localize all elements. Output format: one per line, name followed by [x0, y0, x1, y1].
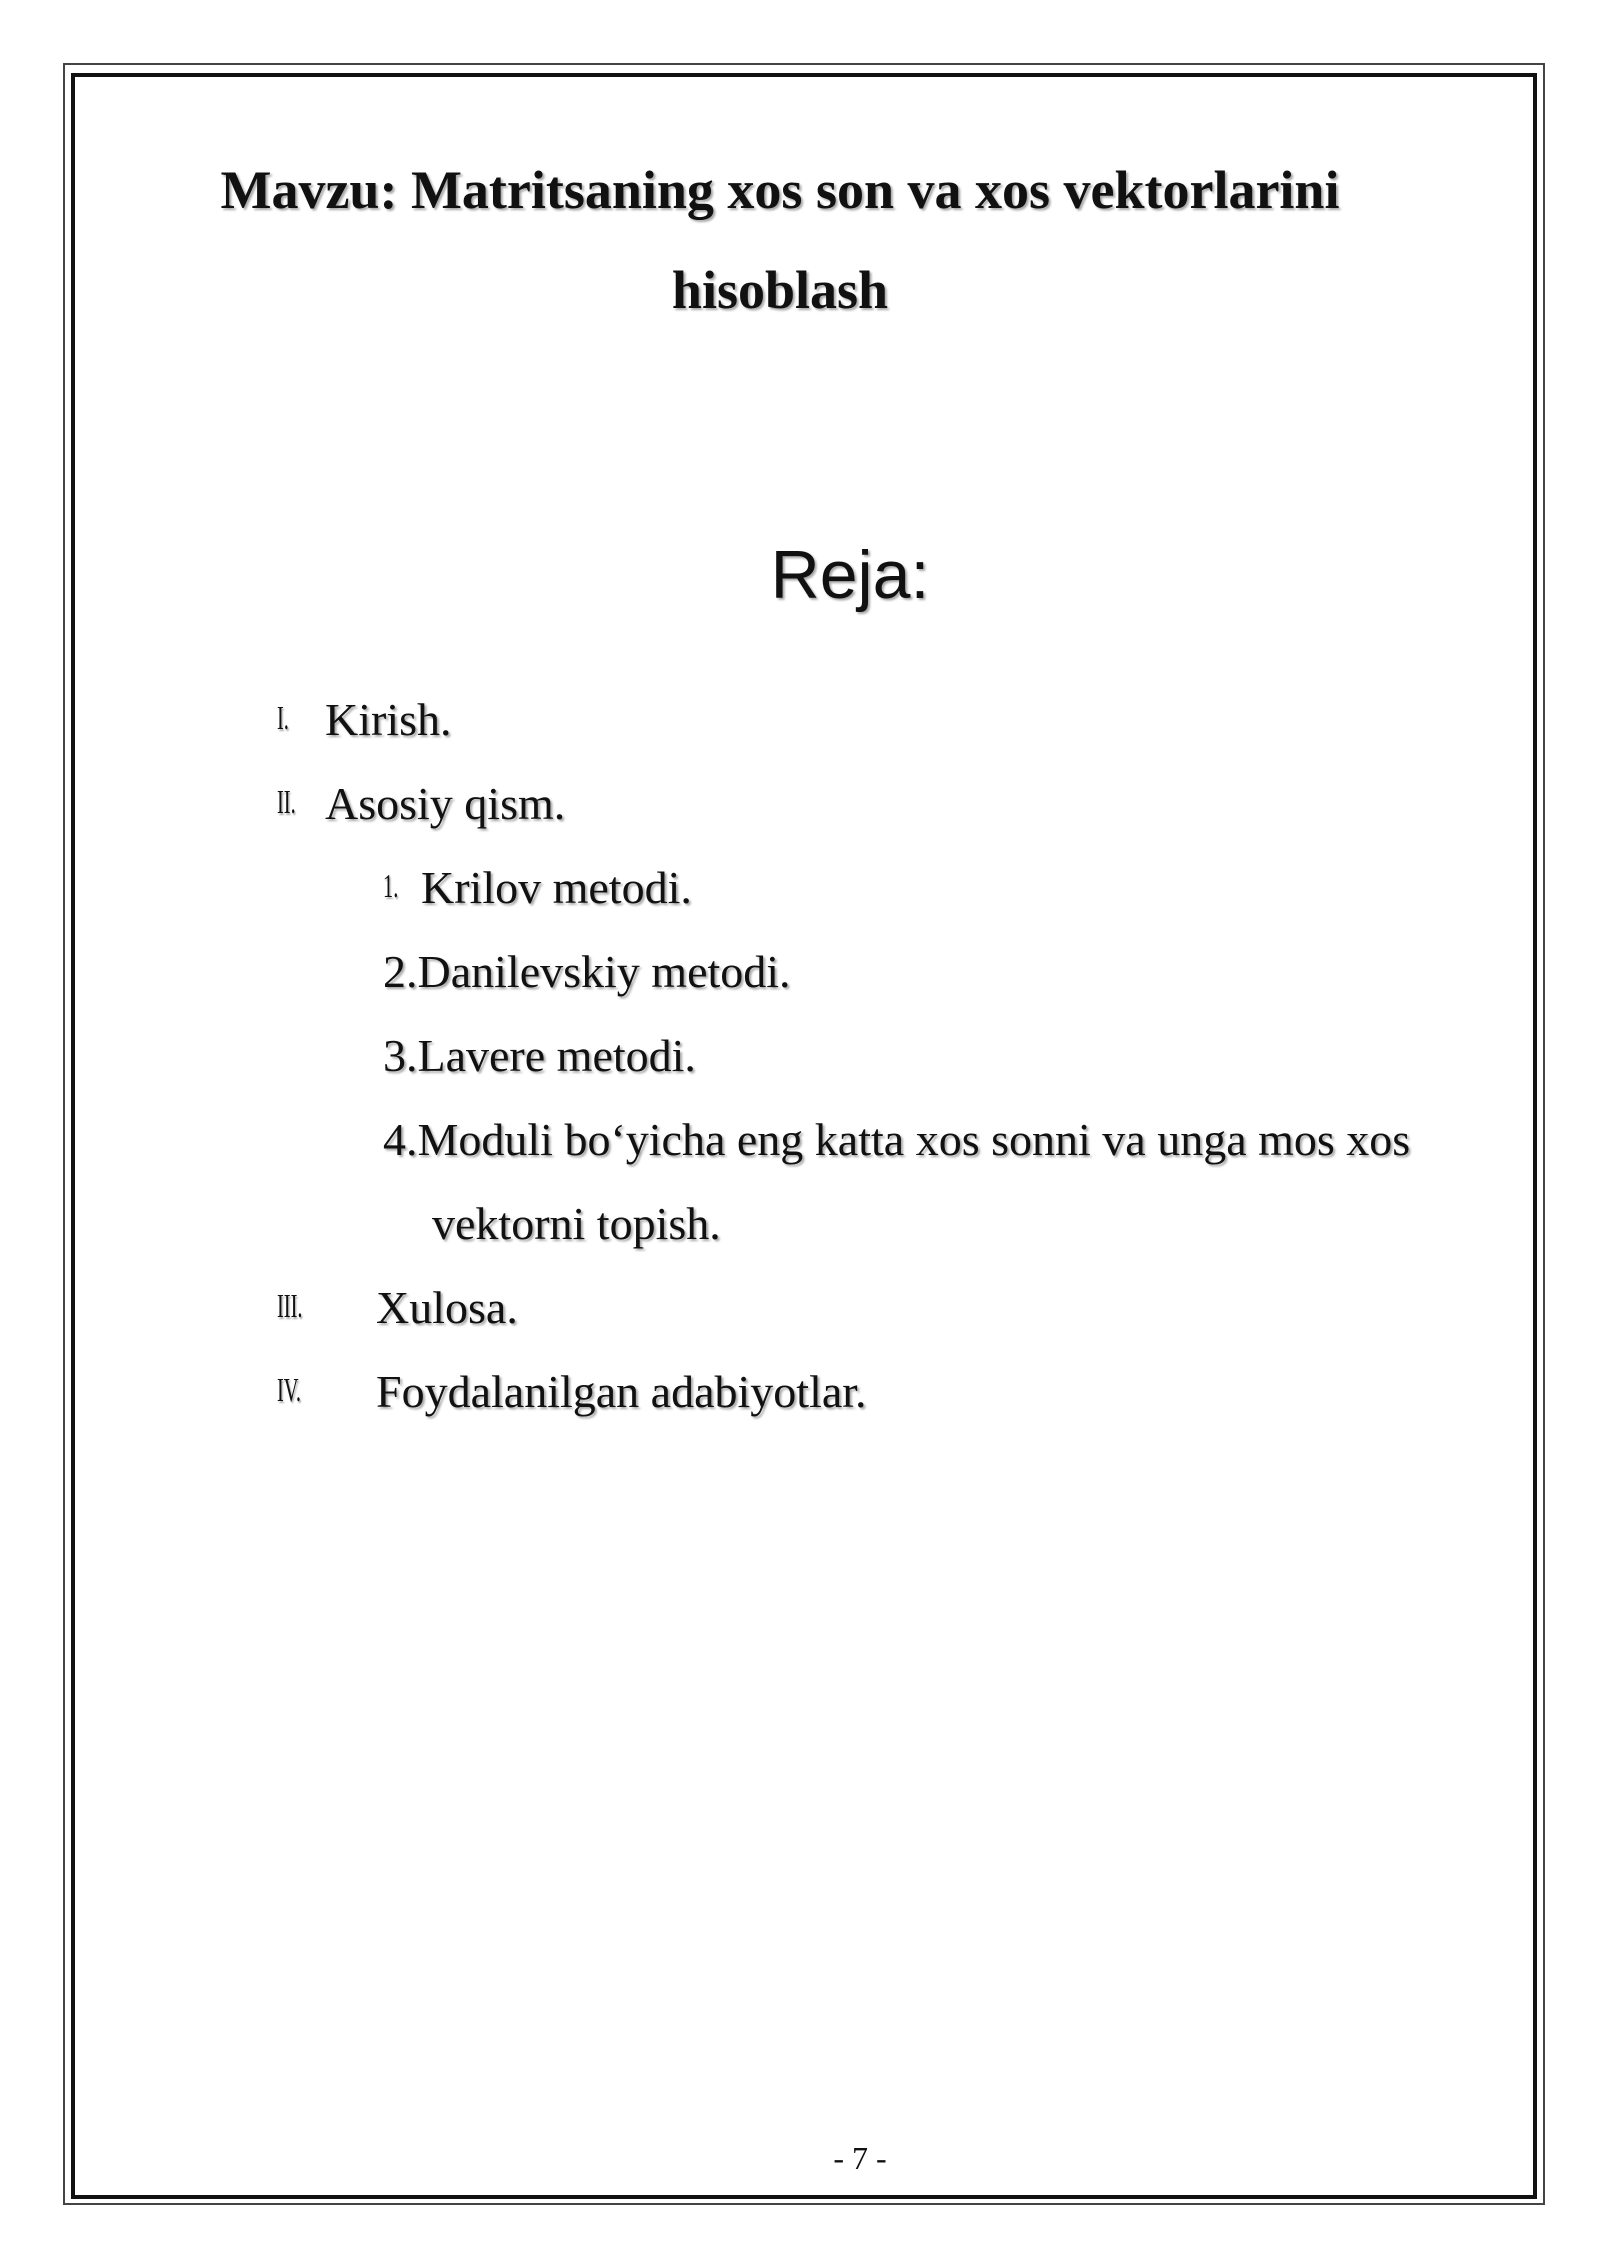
outline-subitem-lavere: 3.Lavere metodi.	[383, 1030, 696, 1081]
outline-item-adabiyotlar: Foydalanilgan adabiyotlar.	[376, 1366, 867, 1417]
outline-subitem-danilevskiy: 2.Danilevskiy metodi.	[383, 946, 791, 997]
outline-item-xulosa: Xulosa.	[376, 1282, 518, 1333]
outline-subitem-moduli-cont: vektorni topish.	[432, 1198, 721, 1249]
outline-subitem-moduli: 4.Moduli bo‘yicha eng katta xos sonni va unga mos xos	[383, 1114, 1411, 1165]
outline-number-4: IV.	[277, 1372, 301, 1409]
outline-subnumber-1: 1.	[383, 868, 399, 905]
title-line-1: Mavzu: Matritsaning xos son va xos vektorlarini	[220, 160, 1340, 220]
plan-heading: Reja:	[770, 537, 930, 613]
document-title	[150, 140, 1410, 340]
outline-item-asosiy-qism: Asosiy qism.	[325, 778, 566, 829]
outline-item-kirish: Kirish.	[325, 694, 452, 745]
title-line-2: hisoblash	[671, 260, 889, 320]
outline-number-2: II.	[277, 784, 296, 821]
outline-number-1: I.	[277, 700, 289, 737]
page-number: - 7 -	[833, 2140, 887, 2176]
outline-subitem-krilov: Krilov metodi.	[421, 862, 692, 913]
outline-number-3: III.	[277, 1288, 303, 1325]
